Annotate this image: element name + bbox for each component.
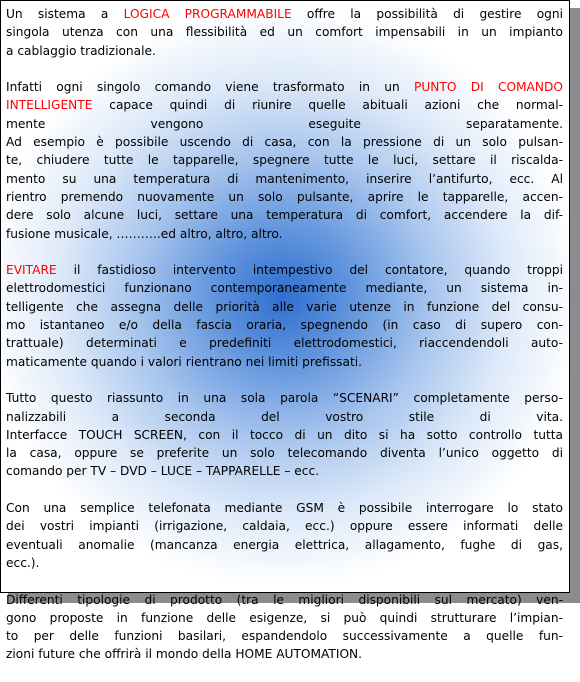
text-line xyxy=(6,408,563,426)
text-line xyxy=(6,151,563,169)
text-line xyxy=(6,591,563,609)
text-line xyxy=(6,133,563,151)
text-run: telligente che assegna delle priorità alle varie utenze in funzione del consu- xyxy=(6,299,563,314)
text-line xyxy=(6,517,563,535)
text-run: mento su una temperatura di mantenimento, inserire l’antifurto, ecc. Al xyxy=(6,171,563,186)
text-run: a cablaggio tradizionale. xyxy=(6,43,156,58)
text-run: Differenti tipologie di prodotto (tra le migliori disponibili sul mercato) ven- xyxy=(6,592,563,607)
text-line xyxy=(6,279,563,297)
text-line xyxy=(6,261,563,279)
paragraph xyxy=(6,261,563,371)
text-run: Ad esempio è possibile uscendo di casa, con la pressione di un solo pulsan- xyxy=(6,135,563,150)
paragraph xyxy=(6,389,563,480)
text-line xyxy=(6,225,563,243)
text-line xyxy=(6,23,563,41)
text-run: mente vengono eseguite separatamente. xyxy=(6,116,563,131)
text-line xyxy=(6,78,563,96)
text-line xyxy=(6,645,563,663)
text-run: maticamente quando i valori rientrano nei limiti prefissati. xyxy=(6,354,363,369)
text-line xyxy=(6,627,563,645)
text-run: dei vostri impianti (irrigazione, caldaia, ecc.) oppure essere informati delle xyxy=(6,519,563,534)
text-run: te, chiudere tutte le tapparelle, spegnere tutte le luci, settare il riscalda- xyxy=(6,153,563,168)
highlight-term: PUNTO DI COMANDO xyxy=(414,80,563,95)
text-line xyxy=(6,298,563,316)
text-line xyxy=(6,170,563,188)
text-line xyxy=(6,462,563,480)
paragraph xyxy=(6,78,563,243)
text-line xyxy=(6,188,563,206)
paragraph xyxy=(6,591,563,664)
text-run: zioni future che offrirà il mondo della HOME AUTOMATION. xyxy=(6,647,363,662)
text-line xyxy=(6,536,563,554)
text-run: Con una semplice telefonata mediante GSM è possibile interrogare lo stato xyxy=(6,501,563,516)
text-line xyxy=(6,444,563,462)
highlight-term: LOGICA PROGRAMMABILE xyxy=(123,7,292,21)
text-line xyxy=(6,499,563,517)
text-line xyxy=(6,5,563,23)
paragraph xyxy=(6,499,563,572)
text-line xyxy=(6,316,563,334)
text-run: to per delle funzioni basilari, espandendolo successivamente a quelle fun- xyxy=(6,629,563,644)
text-run: capace quindi di riunire quelle abituali azioni che normal- xyxy=(92,98,563,113)
text-run: offre la possibilità di gestire ogni xyxy=(291,7,563,21)
text-line xyxy=(6,334,563,352)
text-run: comando per TV – DVD – LUCE – TAPPARELLE – ecc. xyxy=(6,464,320,479)
text-line xyxy=(6,42,563,60)
text-line xyxy=(6,609,563,627)
text-run: fusione musicale, ………..ed altro, altro, altro. xyxy=(6,226,283,241)
paragraph xyxy=(6,5,563,60)
text-run: Un sistema a xyxy=(6,7,124,21)
text-line xyxy=(6,96,563,114)
text-run: mo istantaneo e/o della fascia oraria, spegnendo (in caso di supero con- xyxy=(6,318,563,333)
body-text xyxy=(6,5,563,682)
text-run: Tutto questo riassunto in una sola parola “SCENARI” completamente perso- xyxy=(6,391,563,406)
text-run: eventuali anomalie (mancanza energia elettrica, allagamento, fughe di gas, xyxy=(6,537,563,552)
text-run: singola utenza con una flessibilità ed un comfort impensabili in un impianto xyxy=(6,25,563,40)
text-run: Interfacce TOUCH SCREEN, con il tocco di un dito si ha sotto controllo tutta xyxy=(6,427,563,442)
highlight-term: EVITARE xyxy=(6,263,57,278)
text-run: dere solo alcune luci, settare una temperatura di comfort, accendere la dif- xyxy=(6,208,563,223)
text-run: Infatti ogni singolo comando viene trasformato in un xyxy=(6,80,414,95)
text-run: rientro premendo nuovamente un solo pulsante, aprire le tapparelle, accen- xyxy=(6,189,563,204)
text-run: nalizzabili a seconda del vostro stile di vita. xyxy=(6,409,563,424)
text-line xyxy=(6,554,563,572)
text-run: il fastidioso intervento intempestivo del contatore, quando troppi xyxy=(56,263,563,278)
text-run: elettrodomestici funzionano contemporaneamente mediante, un sistema in- xyxy=(6,281,563,296)
highlight-term: INTELLIGENTE xyxy=(6,98,93,113)
text-line xyxy=(6,206,563,224)
text-line xyxy=(6,389,563,407)
text-run: trattuale) determinati e predefiniti elettrodomestici, riaccendendoli auto- xyxy=(6,336,563,351)
text-run: la casa, oppure se preferite un solo telecomando diventa l’unico oggetto di xyxy=(6,446,563,461)
text-run: gono proposte in funzione delle esigenze, si può quindi strutturare l’impian- xyxy=(6,610,563,625)
text-line xyxy=(6,353,563,371)
text-line xyxy=(6,426,563,444)
text-run: ecc.). xyxy=(6,555,40,570)
text-line xyxy=(6,115,563,133)
